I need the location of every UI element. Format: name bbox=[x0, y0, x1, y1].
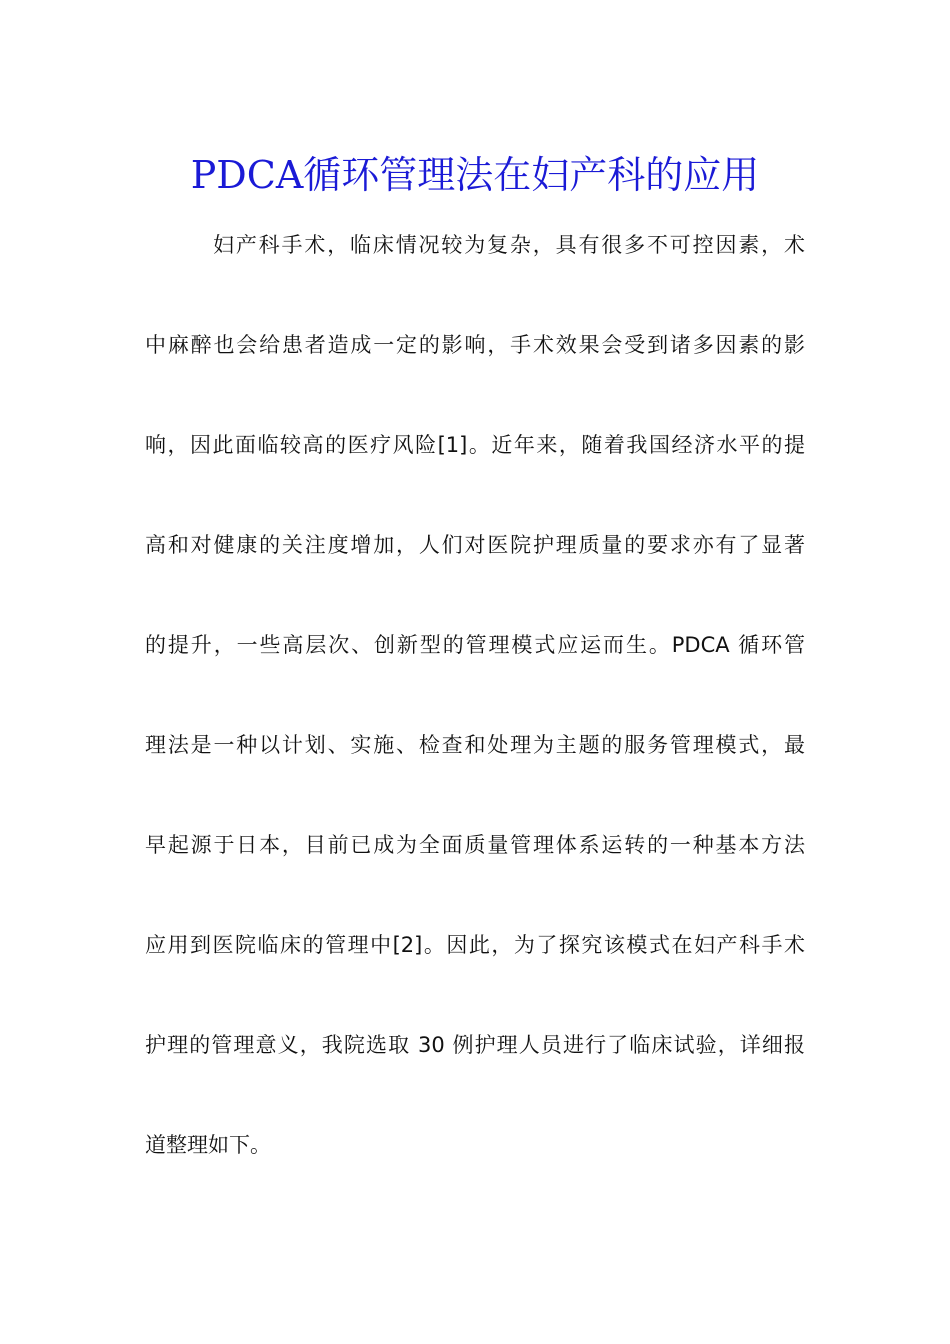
paragraph-line: 理法是一种以计划、实施、检查和处理为主题的服务管理模式，最 bbox=[145, 733, 805, 757]
paragraph-line: 高和对健康的关注度增加，人们对医院护理质量的要求亦有了显著 bbox=[145, 533, 805, 557]
paragraph-line: 早起源于日本，目前已成为全面质量管理体系运转的一种基本方法 bbox=[145, 833, 805, 857]
paragraph-line: 中麻醉也会给患者造成一定的影响，手术效果会受到诸多因素的影 bbox=[145, 333, 805, 357]
paragraph-line: 道整理如下。 bbox=[145, 1133, 271, 1157]
document-title: PDCA循环管理法在妇产科的应用 bbox=[190, 153, 760, 198]
body-paragraph bbox=[145, 220, 805, 1220]
paragraph-line: 妇产科手术，临床情况较为复杂，具有很多不可控因素，术 bbox=[213, 233, 805, 257]
paragraph-line: 的提升，一些高层次、创新型的管理模式应运而生。PDCA 循环管 bbox=[145, 633, 805, 657]
paragraph-line: 护理的管理意义，我院选取 30 例护理人员进行了临床试验，详细报 bbox=[145, 1033, 805, 1057]
paragraph-line: 应用到医院临床的管理中[2]。因此，为了探究该模式在妇产科手术 bbox=[145, 933, 805, 957]
paragraph-line: 响，因此面临较高的医疗风险[1]。近年来，随着我国经济水平的提 bbox=[145, 433, 805, 457]
